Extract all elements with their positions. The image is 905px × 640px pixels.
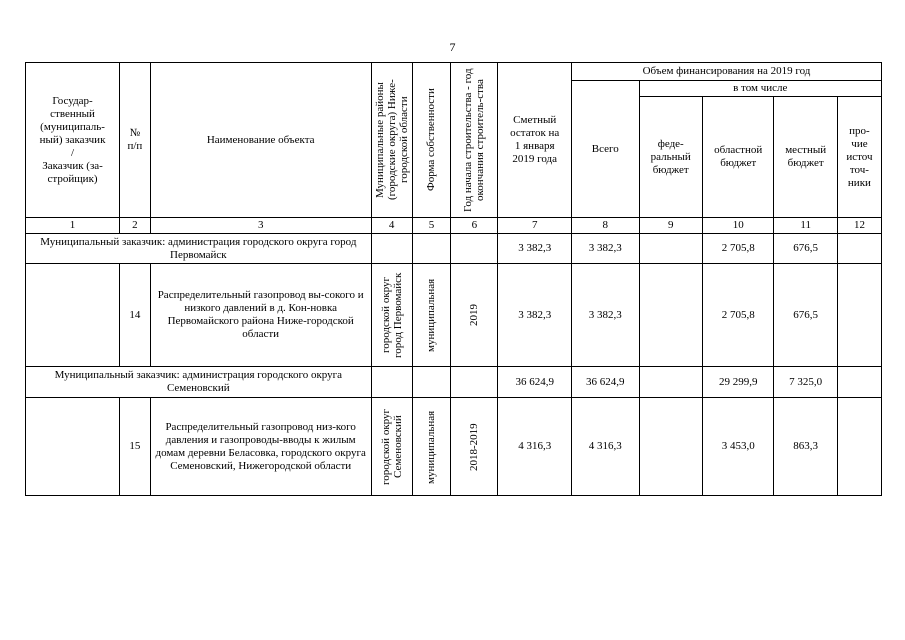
group-local: 676,5 [774, 234, 837, 264]
group-balance: 36 624,9 [498, 367, 572, 398]
header-including: в том числе [639, 81, 881, 97]
group-total: 36 624,9 [572, 367, 639, 398]
table-row [26, 398, 882, 496]
row-years [451, 398, 498, 496]
row-district [371, 264, 412, 367]
financing-table [25, 62, 882, 496]
group-federal [639, 234, 702, 264]
row-balance: 4 316,3 [498, 398, 572, 496]
table-row [26, 264, 882, 367]
group-balance: 3 382,3 [498, 234, 572, 264]
column-number: 10 [702, 218, 774, 234]
header-funding: Объем финансирования на 2019 год [572, 63, 882, 81]
column-number: 5 [412, 218, 451, 234]
empty-cell [371, 367, 412, 398]
header-local: местный бюджет [774, 97, 837, 218]
group-regional: 29 299,9 [702, 367, 774, 398]
empty-cell [26, 264, 120, 367]
row-total: 4 316,3 [572, 398, 639, 496]
empty-cell [26, 398, 120, 496]
header-federal: феде- ральный бюджет [639, 97, 702, 218]
row-years [451, 264, 498, 367]
row-no: 14 [120, 264, 151, 367]
column-number: 3 [150, 218, 371, 234]
group-other [837, 367, 881, 398]
column-number: 8 [572, 218, 639, 234]
row-ownership-text: муниципальная [425, 409, 438, 484]
header-other: про- чие источ точ- ники [837, 97, 881, 218]
row-regional: 3 453,0 [702, 398, 774, 496]
empty-cell [412, 234, 451, 264]
header-ownership-text: Форма собственности [425, 88, 438, 192]
header-ownership [412, 63, 451, 218]
empty-cell [451, 367, 498, 398]
row-years-text: 2018-2019 [468, 422, 481, 471]
header-regional: областной бюджет [702, 97, 774, 218]
group-row [26, 234, 882, 264]
group-title: Муниципальный заказчик: администрация городского округа город Первомайск [26, 234, 372, 264]
header-years [451, 63, 498, 218]
row-other [837, 264, 881, 367]
column-numbers-row [26, 218, 882, 234]
row-ownership-text: муниципальная [425, 278, 438, 352]
row-object-name: Распределительный газопровод низ-кого давления и газопроводы-вводы к жилым домам деревни Беласовка, городского округа Семеновский, Нижегородской области [150, 398, 371, 496]
column-number: 2 [120, 218, 151, 234]
header-years-text: Год начала строительства - год окончания строитель-ства [462, 68, 487, 212]
row-ownership [412, 264, 451, 367]
row-district-text: городской округ Семеновский [379, 408, 404, 485]
header-municipal-districts [371, 63, 412, 218]
row-district-text: городской округ город Первомайск [379, 272, 404, 358]
column-number: 9 [639, 218, 702, 234]
column-number: 11 [774, 218, 837, 234]
page-number: 7 [449, 40, 456, 54]
row-years-text: 2019 [468, 304, 481, 326]
header-no: № п/п [120, 63, 151, 218]
group-row [26, 367, 882, 398]
row-no: 15 [120, 398, 151, 496]
row-total: 3 382,3 [572, 264, 639, 367]
empty-cell [371, 234, 412, 264]
empty-cell [451, 234, 498, 264]
header-total: Всего [572, 81, 639, 218]
group-regional: 2 705,8 [702, 234, 774, 264]
group-title: Муниципальный заказчик: администрация городского округа Семеновский [26, 367, 372, 398]
group-total: 3 382,3 [572, 234, 639, 264]
group-federal [639, 367, 702, 398]
column-number: 1 [26, 218, 120, 234]
row-ownership [412, 398, 451, 496]
header-balance: Сметный остаток на 1 января 2019 года [498, 63, 572, 218]
column-number: 7 [498, 218, 572, 234]
row-regional: 2 705,8 [702, 264, 774, 367]
row-federal [639, 264, 702, 367]
group-local: 7 325,0 [774, 367, 837, 398]
group-other [837, 234, 881, 264]
header-customer: Государ- ственный (муниципаль- ный) заказчик / Заказчик (за- стройщик) [26, 63, 120, 218]
column-number: 4 [371, 218, 412, 234]
row-other [837, 398, 881, 496]
header-object-name: Наименование объекта [150, 63, 371, 218]
column-number: 6 [451, 218, 498, 234]
empty-cell [412, 367, 451, 398]
header-municipal-districts-text: Муниципальные районы (городские округа) Ниже-городской области [373, 79, 410, 201]
column-number: 12 [837, 218, 881, 234]
row-local: 863,3 [774, 398, 837, 496]
row-district [371, 398, 412, 496]
row-federal [639, 398, 702, 496]
row-object-name: Распределительный газопровод вы-сокого и низкого давлений в д. Кон-новка Первомайского района Ниже-городской области [150, 264, 371, 367]
row-local: 676,5 [774, 264, 837, 367]
row-balance: 3 382,3 [498, 264, 572, 367]
